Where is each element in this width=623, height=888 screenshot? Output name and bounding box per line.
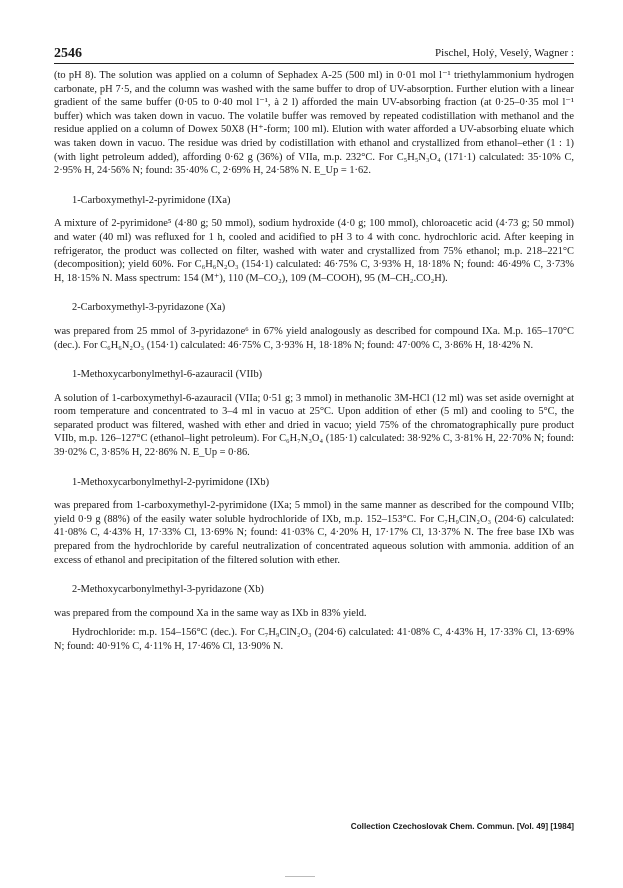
section-heading: 2-Carboxymethyl-3-pyridazone (Xa) — [72, 302, 226, 314]
paragraph: was prepared from 25 mmol of 3-pyridazone⁶ in 67% yield analogously as described for compound IXa. M.p. 165–170°C (dec.). For C₆H₆N₂O₃ (154·1) calculated: 46·75% C, 3·93% H, 18·18% N; found: 47·00% C, 3·86% H, 18·42% N. — [54, 325, 574, 351]
paragraph: A mixture of 2-pyrimidone⁵ (4·80 g; 50 mmol), sodium hydroxide (4·0 g; 100 mmol), chloroacetic acid (4·73 g; 50 mmol) and water (40 ml) was refluxed for 1 h, cooled and acidified to pH 3 to 4 with conc. hydrochloric acid. After keeping in refrigerator, the product was collected on filter, washed with water and crystallized from 75% ethanol; m.p. 218–221°C (decomposition); yield 60%. For C₆H₆N₂O₃ (154·1) calculated: 46·75% C, 3·93% H, 18·18% N; found: 46·49% C, 3·73% H, 18·15% N. Mass spectrum: 154 (M⁺), 110 (M–CO₂), 109 (M–COOH), 95 (M–CH₂.CO₂H). — [54, 218, 574, 284]
section-heading: 1-Methoxycarbonylmethyl-2-pyrimidone (IXb) — [72, 476, 270, 488]
paragraph: was prepared from 1-carboxymethyl-2-pyrimidone (IXa; 5 mmol) in the same manner as described for the compound VIIb; yield 0·9 g (88%) of the easily water soluble hydrochloride of IXb, m.p. 152–153°C. For C₇H₉ClN₂O₃ (204·6) calculated: 41·08% C, 4·43% H, 17·33% Cl, 13·69% N; found: 41·03% C, 4·20% H, 17·17% Cl, 13·37% N. The free base IXb was prepared from the hydrochloride by careful neutralization of concentrated aqueous solution with ammonia. addition of an excess of ethanol and precipitation of the filtered solution with ether. — [54, 500, 574, 566]
header-rule — [54, 63, 574, 64]
page-number: 2546 — [54, 46, 82, 61]
paragraph: was prepared from the compound Xa in the same way as IXb in 83% yield. — [54, 607, 367, 619]
section-heading: 1-Carboxymethyl-2-pyrimidone (IXa) — [72, 194, 231, 206]
section-heading: 1-Methoxycarbonylmethyl-6-azauracil (VIIb) — [72, 369, 263, 381]
article-body — [54, 69, 574, 654]
bottom-mark — [285, 876, 315, 877]
paragraph: Hydrochloride: m.p. 154–156°C (dec.). For C₇H₉ClN₂O₃ (204·6) calculated: 41·08% C, 4·43% H, 17·33% Cl, 13·69% N; found: 40·91% C, 4·11% H, 17·46% Cl, 13·90% N. — [54, 627, 574, 652]
section-heading: 2-Methoxycarbonylmethyl-3-pyridazone (Xb) — [72, 584, 264, 596]
paragraph: (to pH 8). The solution was applied on a column of Sephadex A-25 (500 ml) in 0·01 mol l⁻¹ triethylammonium hydrogen carbonate, pH 7·5, and the column was washed with the same buffer to drop of UV-absorption. Further elution with a linear gradient of the same buffer (0·05 to 0·40 mol l⁻¹, à 2 l) afforded the main UV-absorbing fraction (at 0·25–0·35 mol l⁻¹ buffer) which was taken down in vacuo. The volatile buffer was removed by repeated codistillation with methanol and the residue applied on a column of Dowex 50X8 (H⁺-form; 100 ml). Elution with water afforded a UV-absorbing eluate which was taken down in vacuo. The residue was dried by codistillation with ethanol and crystallized from ethanol–ether (1 : 1) (with light petroleum added), affording 0·62 g (36%) of VIIa, m.p. 232°C. For C₅H₅N₃O₄ (171·1) calculated: 35·10% C, 2·95% H, 24·56% N; found: 35·40% C, 2·69% H, 24·58% N. E_Up = 1·62. — [54, 70, 574, 177]
journal-footer: Collection Czechoslovak Chem. Commun. [Vol. 49] [1984] — [350, 822, 574, 831]
page-header — [54, 46, 574, 64]
running-head-authors: Pischel, Holý, Veselý, Wagner : — [435, 47, 574, 59]
paragraph: A solution of 1-carboxymethyl-6-azauracil (VIIa; 0·51 g; 3 mmol) in methanolic 3M-HCl (12 ml) was set aside overnight at room temperature and concentrated to 3–4 ml in vacuo at 25°C. Upon addition of ether (5 ml) and cooling to 5°C, the separated product was filtered, washed with ether and dried in vacuo; yield 75% of the chromatographically pure product VIIb, m.p. 126–127°C (ethanol–light petroleum). For C₆H₇N₃O₄ (185·1) calculated: 38·92% C, 3·81% H, 22·70% N; found: 39·02% C, 3·85% H, 22·86% N. E_Up = 0·86. — [54, 392, 574, 459]
